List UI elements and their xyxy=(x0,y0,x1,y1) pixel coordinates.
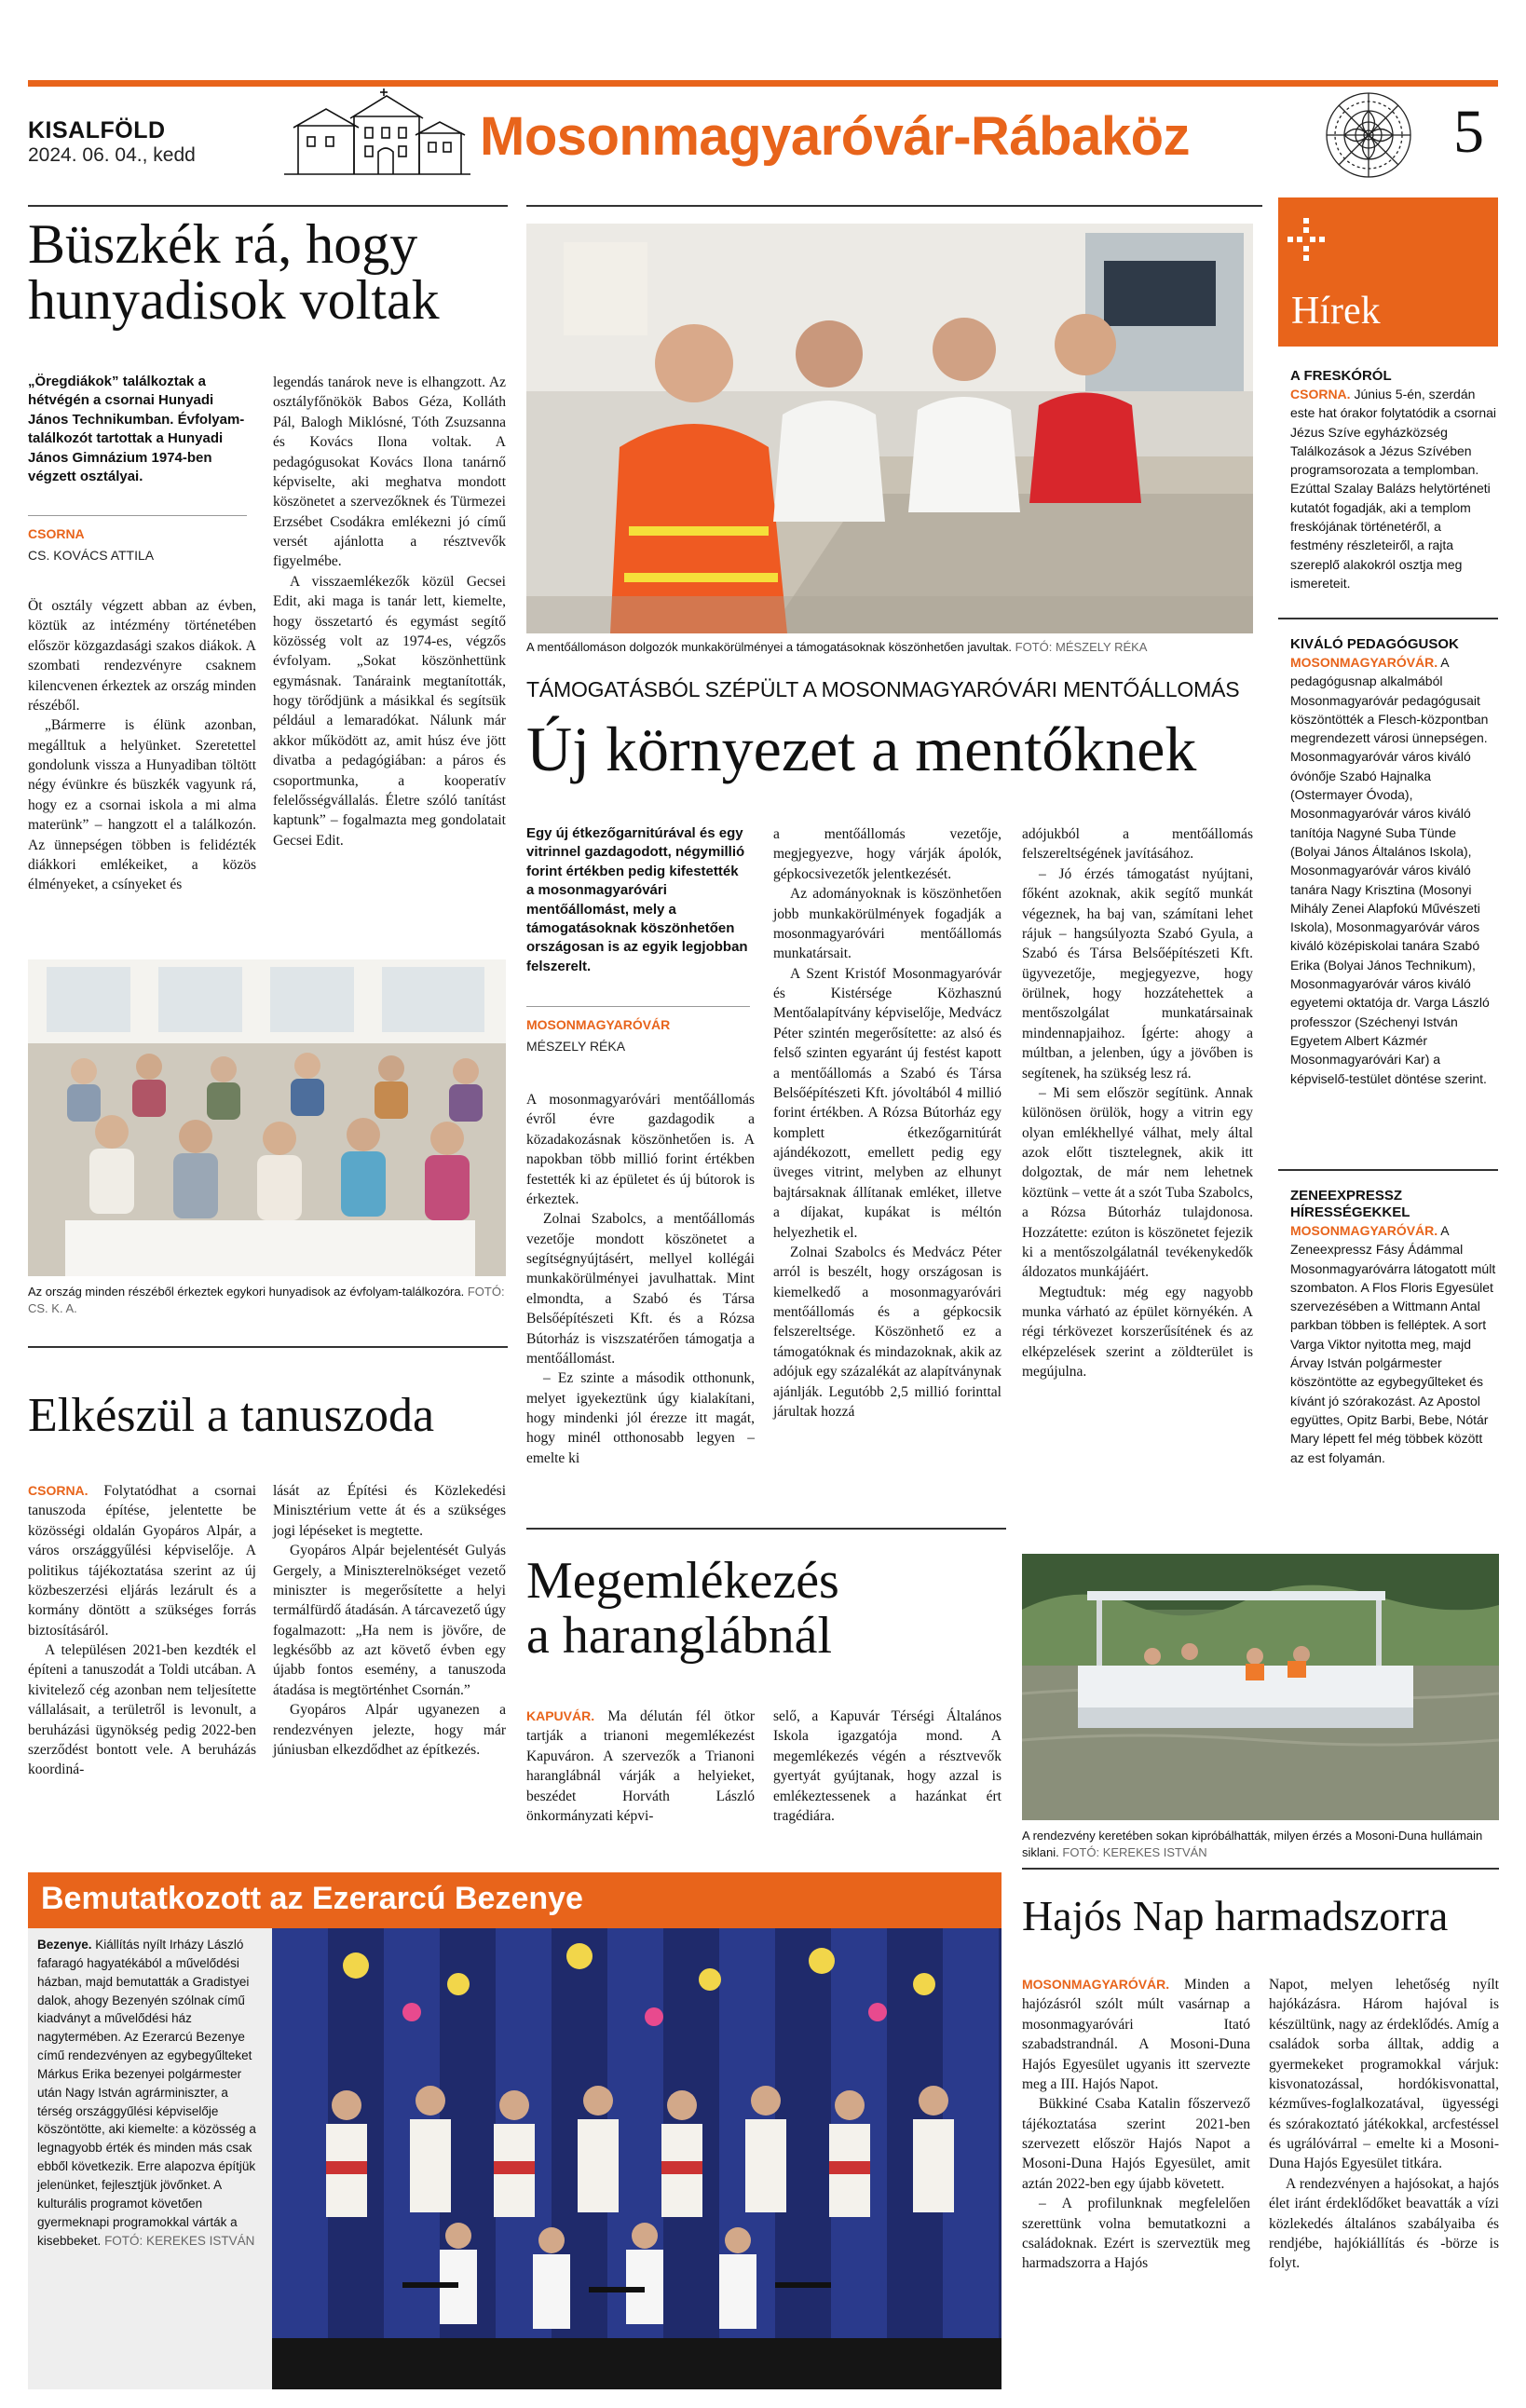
rule-hajos xyxy=(1022,1868,1499,1870)
page-number: 5 xyxy=(1453,98,1484,166)
bezenye-banner xyxy=(28,1872,1001,1928)
tanuszoda-col2-p3: Gyopáros Alpár ugyanezen a rendezvényen jelezte, hogy már júniusban elkezdődhet az építkezés. xyxy=(273,1702,506,1758)
boat-photo xyxy=(1022,1554,1499,1820)
lace-ornament-icon xyxy=(1323,89,1414,181)
sidebar-news-3-location: MOSONMAGYARÓVÁR. xyxy=(1290,1223,1438,1238)
tanuszoda-headline: Elkészül a tanuszoda xyxy=(28,1389,435,1442)
sidebar-title: Hírek xyxy=(1291,290,1381,333)
sidebar-news-3-title: ZENEEXPRESSZ HÍRESSÉGEKKEL xyxy=(1290,1188,1410,1220)
issue-date: 2024. 06. 04., kedd xyxy=(28,144,196,166)
tanuszoda-location: CSORNA. xyxy=(28,1483,89,1498)
harang-headline-line1: Megemlékezés xyxy=(526,1552,839,1610)
mento-caption-text: A mentőállomáson dolgozók munkakörülményei a támogatásoknak köszönhetően javultak. xyxy=(526,640,1013,654)
sidebar-news-3 xyxy=(1290,1188,1497,1467)
tanuszoda-col1-p2: A településen 2021-ben kezdték el építeni a tanuszodát a Toldi utcában. A kivitelező cég azonban nem teljesítette vállalásait, a területről is levonult, a beruházási ügynökség pedig 2022-ben szerződést bontott vele. A beruházás koordiná- xyxy=(28,1642,256,1778)
article1-lead-divider xyxy=(28,515,247,516)
mento-col3-p1: adójukból a mentőállomás felszereltségének javításához. xyxy=(1022,826,1253,863)
article1-caption xyxy=(28,1284,506,1316)
article1-photo-credit: FOTÓ: CS. K. A. xyxy=(28,1285,505,1315)
castle-illustration-icon xyxy=(279,88,475,182)
article1-col2 xyxy=(273,373,506,850)
mento-lead-divider xyxy=(526,1006,750,1007)
sidebar-news-2-location: MOSONMAGYARÓVÁR. xyxy=(1290,655,1438,670)
harang-headline-line2: a haranglábnál xyxy=(526,1606,833,1665)
sidebar-news-1-location: CSORNA. xyxy=(1290,387,1351,401)
hajos-col1-p2: Bükkiné Csaba Katalin főszervező tájékoztatása szerint 2021-ben szervezett először Hajós Napot a Mosoni-Duna Hajós Egyesület, amit aztán 2022-ben egy újabb követett. xyxy=(1022,2096,1250,2192)
harang-col1 xyxy=(526,1707,755,1826)
mento-kicker: TÁMOGATÁSBÓL SZÉPÜLT A MOSONMAGYARÓVÁRI MENTŐÁLLOMÁS xyxy=(526,677,1240,701)
hajos-col2-p1: Napot, melyen lehetőség nyílt hajókázásra. Három hajóval is készültünk, nagy az érdeklődés. Amíg a családok sorba álltak, addig a gyermekeket programokkal várjuk: kisvonatozással, hordókisvonattal, kézműves-foglalkozatával, ügyességi és szórakoztató játékokkal, arcfestéssel és ugrálóvárral – emelte ki a Mosoni-Duna Hajós Egyesület titkára. xyxy=(1269,1977,1499,2172)
mento-author: MÉSZELY RÉKA xyxy=(526,1039,626,1054)
sidebar-news-3-text: A Zeneexpressz Fásy Ádámmal Mosonmagyaróvárra látogatott múlt szombaton. A Flos Floris Egyesület szervezésében a Wittmann Antal parkban többen is felléptek. A sort Varga Viktor nyitotta meg, majd Árvay István polgármester köszöntötte az egybegyűlteket és kívánt jó szórakozást. Az Apostol együttes, Opitz Barbi, Bebe, Nótár Mary lépett fel még többek között az est folyamán. xyxy=(1290,1223,1496,1465)
sidebar-news-1-title: A FRESKÓRÓL xyxy=(1290,368,1392,384)
hajos-caption xyxy=(1022,1828,1499,1860)
rule-center-top xyxy=(526,205,1262,207)
tanuszoda-col2 xyxy=(273,1481,506,1760)
mento-col2-p4: Zolnai Szabolcs és Medvácz Péter arról is beszélt, hogy országosan is kiemelkedő a mosonmagyaróvári mentőállomás és a gépkocsik felszereltsége. Köszönhető ez a támogatóknak és mindazoknak, akik az adójuk egy százalékát az alapítványnak ajánlják. Legutóbb 2,5 millió forinttal járultak hozzá xyxy=(773,1244,1001,1420)
article1-col2-p1: legendás tanárok neve is elhangzott. Az osztályfőnökök Babos Géza, Kolláth Pál, Balogh Miklósné, Tóth Zsuzsanna és Kovács Ilona voltak. A pedagógusokat Kovács Ilona tanárnő képviselte, aki meghatva mondott köszönetet a szervezőknek és Türmezei Erzsébet Csodákra emlékezni jó című versét ajánlotta a résztvevők figyelmébe. xyxy=(273,374,506,570)
mento-col1-p1: A mosonmagyaróvári mentőállomás évről évre gazdagodik a közadakozásnak köszönhetően is. A napokban több millió forint értékben festették ki az épületet és új bútorok is érkeztek. xyxy=(526,1092,755,1207)
harang-col2-text: selő, a Kapuvár Térségi Általános Iskola igazgatója mond. A megemlékezés végén a résztvevők gyertyát gyújtanak, hogy azzal is emlékeztessenek a hazánkat ért tragédiára. xyxy=(773,1708,1001,1824)
tanuszoda-col2-p2: Gyopáros Alpár bejelentését Gulyás Gergely, a Miniszterelnökséget vezető miniszter is megerősítette a helyi termálfürdő átadásán. A tárcavezető úgy fogalmazott: „Ha nem is jövőre, de legkésőbb az azt követő évben egy újabb fontos esemény, a tanuszoda átadása is megtörténhet Csornán.” xyxy=(273,1543,506,1698)
article1-headline: Büszkék rá, hogy hunyadisok voltak xyxy=(28,213,440,331)
bezenye-banner-title: Bemutatkozott az Ezerarcú Bezenye xyxy=(41,1881,583,1916)
tanuszoda-col1-p1: Folytatódhat a csornai tanuszoda építése, jelentette be közösségi oldalán Gyopáros Alpár, a város országgyűlési képviselője. A politikus tájékoztatása szerint az új közbeszerzési eljárás lezárult és a kormány döntött a szükséges forrás biztosításáról. xyxy=(28,1483,256,1639)
article1-lead: „Öregdiákok” találkoztak a hétvégén a csornai Hunyadi János Technikumban. Évfolyam-találkozót tartottak a Hunyadi János Gimnázium 1974-ben végzett osztályai. xyxy=(28,374,245,484)
bezenye-text xyxy=(37,1936,266,2250)
bezenye-location: Bezenye. xyxy=(37,1938,92,1952)
mento-col2-p3: A Szent Kristóf Mosonmagyaróvár és Kistérsége Közhasznú Mentőalapítvány képviselője, Medvácz Péter szintén megerősítette: az alsó és felső szinten egyaránt új festést kapott a mentőállomás a Szabó és Társa Belsőépítészeti Kft. jóvoltából 4 millió forint értékben. A Rózsa Bútorház egy komplett étkezőgarnitúrát ajándékozott, emellett pedig egy üveges vitrint, melyben az elhunyt bajtársaknak állítanak emléket, illetve a díjakat, kupákat is méltón helyezhetik el. xyxy=(773,965,1001,1241)
hajos-col1 xyxy=(1022,1975,1250,2274)
rule-tanuszoda xyxy=(28,1346,508,1348)
mento-col3-p3: – Mi sem először segítünk. Annak különösen örülök, hogy a vitrin egy olyan emlékhellyé válhat, mely által azok előtt tisztelegnek, akik itt dolgoztak, de már nem lehetnek köztünk – vette át a szót Tuba Szabolcs, a Rózsa Bútorház tulajdonosa. Hozzátette: ezúton is köszönetet fejezik ki a mentőszolgálatnál tevékenykedők áldozatos munkájáért. xyxy=(1022,1084,1253,1281)
hajos-col1-p1: Minden a hajózásról szólt múlt vasárnap a mosonmagyaróvári Itató szabadstrandnál. A Mosoni-Duna Hajós Egyesület ugyanis itt szervezte meg a III. Hajós Napot. xyxy=(1022,1977,1250,2092)
article1-caption-text: Az ország minden részéből érkeztek egykori hunyadisok az évfolyam-találkozóra. xyxy=(28,1285,465,1299)
sidebar-news-1 xyxy=(1290,368,1497,592)
choir-photo xyxy=(272,1928,1001,2389)
tanuszoda-col1 xyxy=(28,1481,256,1780)
mento-col1 xyxy=(526,1090,755,1468)
mento-lead: Egy új étkezőgarnitúrával és egy vitrinnel gazdagodott, négymillió forint értékben pedig kifestették a mosonmagyaróvári mentőállomást, mely a támogatásoknak köszönhetően országosan is az egyik legjobban felszerelt. xyxy=(526,825,748,974)
hajos-headline: Hajós Nap harmadszorra xyxy=(1022,1892,1449,1939)
hajos-photo-credit: FOTÓ: KEREKES ISTVÁN xyxy=(1062,1844,1207,1859)
harang-headline xyxy=(526,1554,839,1664)
sidebar-news-2-title: KIVÁLÓ PEDAGÓGUSOK xyxy=(1290,636,1459,652)
tanuszoda-col2-p1: lását az Építési és Közlekedési Minisztérium vette át és a szükséges jogi lépéseket is megtette. xyxy=(273,1483,506,1539)
section-title: Mosonmagyaróvár-Rábaköz xyxy=(480,106,1191,167)
news-dots-icon xyxy=(1288,218,1325,266)
hajos-caption-text: A rendezvény keretében sokan kipróbálhatták, milyen érzés a Mosoni-Duna hullámain siklani. xyxy=(1022,1829,1483,1859)
hajos-col1-p3: – A profilunknak megfelelően szerettünk volna bemutatkozni a családoknak. Ezért is szerveztük meg harmadszorra a Hajós xyxy=(1022,2196,1250,2272)
paper-name: KISALFÖLD xyxy=(28,117,166,143)
ambulance-staff-photo xyxy=(526,224,1253,633)
mento-col1-p3: – Ez szinte a második otthonunk, melyet igyekeztünk úgy kialakítani, hogy mindenki jól érezze itt magát, hogy minél otthonosabb legyen – emelte ki xyxy=(526,1370,755,1466)
sidebar-divider-1 xyxy=(1278,618,1498,619)
mento-col2-p1: a mentőállomás vezetője, megjegyezve, hogy várják ápolók, gépkocsivezetők jelentkezését. xyxy=(773,826,1001,882)
article1-col1 xyxy=(28,596,256,895)
mento-col3 xyxy=(1022,824,1253,1382)
article1-col1-p1: Öt osztály végzett abban az évben, köztük az intézmény történetében először közgazdasági szakos diákok. A szombati rendezvényre csaknem kilencvenen érkeztek az ország minden részéből. xyxy=(28,598,256,714)
hajos-col2-p2: A rendezvényen a hajósokat, a hajós élet iránt érdeklődőket beavatták a vízi közlekedés általános szabályaiba és rendjébe, hajókiállítás és -börze is folyt. xyxy=(1269,2175,1499,2272)
rule-harang xyxy=(526,1528,1006,1530)
rule-left-top xyxy=(28,205,508,207)
reunion-photo xyxy=(28,959,506,1276)
harang-col1-text: Ma délután fél ötkor tartják a trianoni megemlékezést Kapuváron. A szervezők a Trianoni haranglábnál várják a helyieket, beszédet Horváth László önkormányzati képvi- xyxy=(526,1708,756,1824)
mento-caption xyxy=(526,639,1253,656)
sidebar-news-2-text: A pedagógusnap alkalmából Mosonmagyaróvár pedagógusait köszöntötték a Flesch-központban megrendezett városi ünnepségen. Mosonmagyaróvár város kiváló óvónője Szabó Hajnalka (Ostermayer Óvoda), Mosonmagyaróvár város kiváló tanítója Nagyné Suba Tünde (Bolyai János Általános Iskola), Mosonmagyaróvár város kiváló tanára Nagy Krisztina (Mosonyi Mihály Zenei Alapfokú Művészeti Iskola), Mosonmagyaróvár város kiváló középiskolai tanára Szabó Erika (Bolyai János Technikum), Mosonmagyaróvár város kiváló egyetemi oktatója dr. Varga László professzor (Széchenyi István Egyetem Albert Kázmér Mosonmagyaróvári Kar) a képviselő-testület döntése szerint. xyxy=(1290,655,1490,1086)
mento-location: MOSONMAGYARÓVÁR xyxy=(526,1017,671,1032)
article1-col2-p2: A visszaemlékezők közül Gecsei Edit, aki maga is tanár lett, kiemelte, hogy összetartó és egymást segítő közösség volt az 1974-es, végzős évfolyam. „Sokat köszönhettünk egymásnak. Tanáraink megtanították, hogy törődjünk a másikkal és segítsük például a lemaradókat. Nálunk már akkor működött az, amit húsz éve jött divatba a pedagógiában: a páros és csoportmunka, a kooperatív felelősségvállalás. Életre szóló tanítást kaptunk” – fogalmazta meg gondolatait Gecsei Edit. xyxy=(273,573,506,849)
article1-location: CSORNA xyxy=(28,526,85,541)
header-top-bar xyxy=(28,80,1498,87)
mento-col2 xyxy=(773,824,1001,1422)
hajos-col2 xyxy=(1269,1975,1499,2274)
mento-col3-p4: Megtudtuk: még egy nagyobb munka várható az épület környékén. A régi térkövezet korszerűsítének és az elképzelések szerint a zöldterület is megújulna. xyxy=(1022,1284,1253,1381)
article1-author: CS. KOVÁCS ATTILA xyxy=(28,548,155,563)
sidebar-news-1-text: Június 5-én, szerdán este hat órakor folytatódik a csornai Jézus Szíve egyházközség Találkozások a Jézus Szívében programsorozata a templomban. Ezúttal Szalay Balázs helytörténeti kutatót fogadják, aki a templom freskójának történetéről, a festmény részleteiről, a rajta szereplő alakokról osztja meg ismereteit. xyxy=(1290,387,1497,591)
harang-col2 xyxy=(773,1707,1001,1826)
bezenye-body: Kiállítás nyílt Irházy László fafaragó hagyatékából a művelődési házban, majd bemutatták a Gradistyei dalok, ahogy Bezenyén szólnak című kiadványt a művelődési ház nagytermében. Az Ezerarcú Bezenye című rendezvényen az egybegyűlteket Márkus Erika bezenyei polgármester után Nagy István agrárminiszter, a térség országgyűlési képviselője köszöntötte, aki kiemelte: a közösség a legnagyobb érték és minden más csak ebből következik. Erre alapozva építjük jelenünket, fejlesztjük jövőnket. A kulturális programot követően gyermeknapi programokkal várták a kisebbeket. xyxy=(37,1938,256,2248)
mento-headline: Új környezet a mentőknek xyxy=(526,714,1197,784)
sidebar-divider-2 xyxy=(1278,1169,1498,1171)
sidebar-header xyxy=(1278,197,1498,347)
sidebar-news-2 xyxy=(1290,636,1497,1088)
hajos-location: MOSONMAGYARÓVÁR. xyxy=(1022,1977,1170,1992)
bezenye-credit: FOTÓ: KEREKES ISTVÁN xyxy=(104,2233,255,2248)
mento-photo-credit: FOTÓ: MÉSZELY RÉKA xyxy=(1015,640,1148,654)
article1-col1-p2: „Bármerre is élünk azonban, megálltuk a helyünket. Szeretettel gondolunk vissza a Hunyadiban töltött négy évünkre és büszkék vagyunk rá, hogy ez a csornai iskola a mi alma materünk” – hangzott el a találkozón. Az ünnepségen többen is felidézték diákkori emlékeiket, a közös élményeket, a csínyeket és xyxy=(28,717,256,893)
mento-col1-p2: Zolnai Szabolcs, a mentőállomás vezetője mondott köszönetet a segítségnyújtásért, mellyel kollégái munkakörülményei javulhattak. Mint elmondta, a Szabó és Társa Belsőépítészeti Kft. és a Rózsa Bútorház is viszszatérően támogatja a mentőállomást. xyxy=(526,1211,755,1367)
mento-col2-p2: Az adományoknak is köszönhetően jobb munkakörülmények fogadják a mosonmagyaróvári mentőállomás munkatársait. xyxy=(773,886,1001,962)
harang-location: KAPUVÁR. xyxy=(526,1708,595,1723)
mento-col3-p2: – Jó érzés támogatást nyújtani, főként azoknak, akik segítő munkát végeznek, ha baj van, számítani lehet rájuk – hangsúlyozta Szabó Gyula, a Szabó és Társa Belsőépítészeti Kft. ügyvezetője, megjegyezve, hogy örülnek, hogy hozzátehettek a mentőszolgálat munkatársainak mindennapjaihoz. Ígérte: ahogy a múltban, a jelenben, úgy a jövőben is segítenek, ha szükség lesz rá. xyxy=(1022,865,1253,1082)
